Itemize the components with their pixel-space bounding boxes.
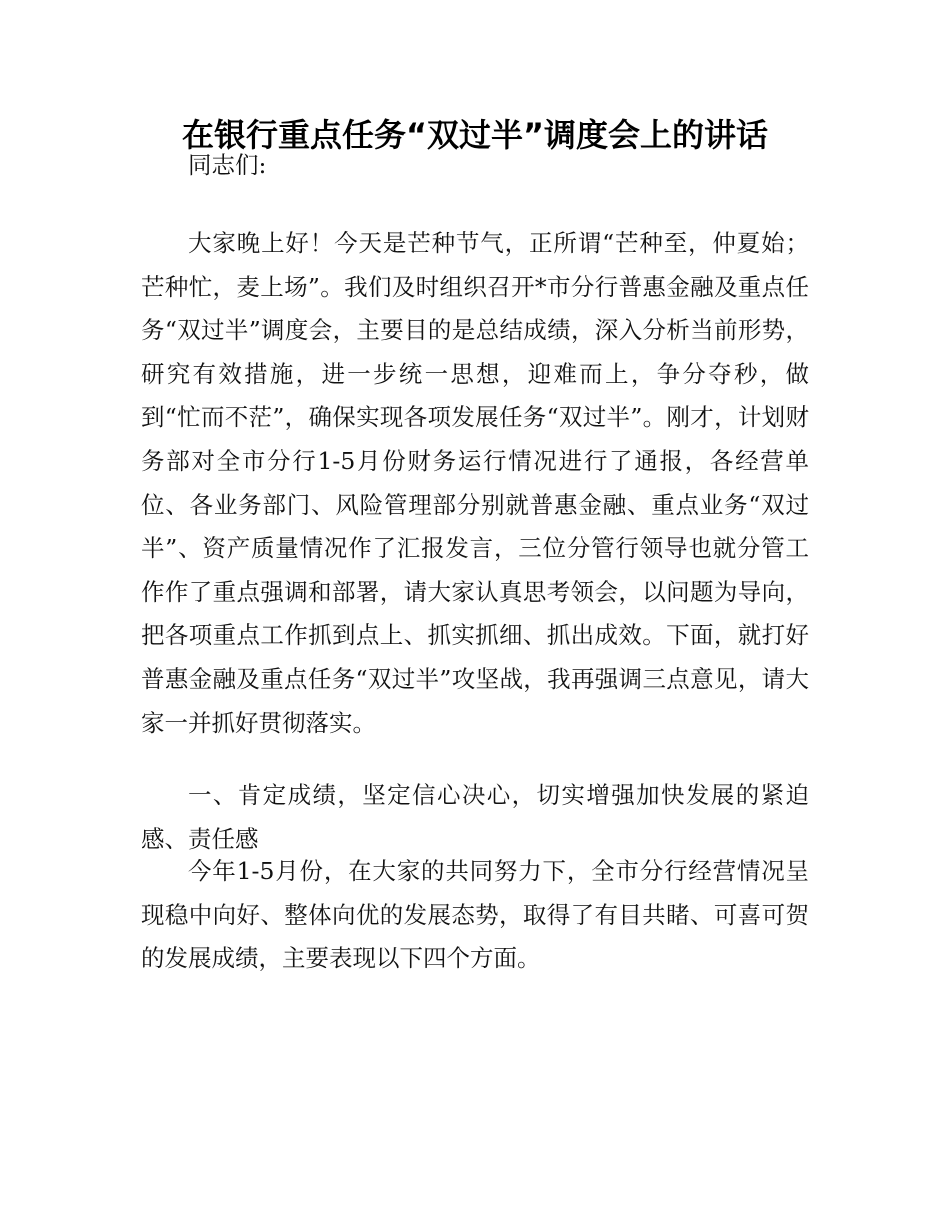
paragraph-intro: 大家晚上好！今天是芒种节气，正所谓“芒种至，仲夏始；芒种忙，麦上场”。我们及时组织召开*市分行普惠金融及重点任务“双过半”调度会，主要目的是总结成绩，深入分析当前形势，研究有效措施，进一步统一思想，迎难而上，争分夺秒，做到“忙而不茫”，确保实现各项发展任务“双过半”。刚才，计划财务部对全市分行1-5月份财务运行情况进行了通报，各经营单位、各业务部门、风险管理部分别就普惠金融、重点业务“双过半”、资产质量情况作了汇报发言，三位分管行领导也就分管工作作了重点强调和部署，请大家认真思考领会，以问题为导向，把各项重点工作抓到点上、抓实抓细、抓出成效。下面，就打好普惠金融及重点任务“双过半”攻坚战，我再强调三点意见，请大家一并抓好贯彻落实。 (141, 229, 809, 737)
paragraph-results: 今年1-5月份，在大家的共同努力下，全市分行经营情况呈现稳中向好、整体向优的发展态势，取得了有目共睹、可喜可贺的发展成绩，主要表现以下四个方面。 (141, 857, 809, 973)
section-heading-1: 一、肯定成绩，坚定信心决心，切实增强加快发展的紧迫感、责任感 (141, 781, 809, 853)
greeting: 同志们: (188, 151, 267, 179)
document-title: 在银行重点任务“双过半”调度会上的讲话 (181, 116, 769, 154)
